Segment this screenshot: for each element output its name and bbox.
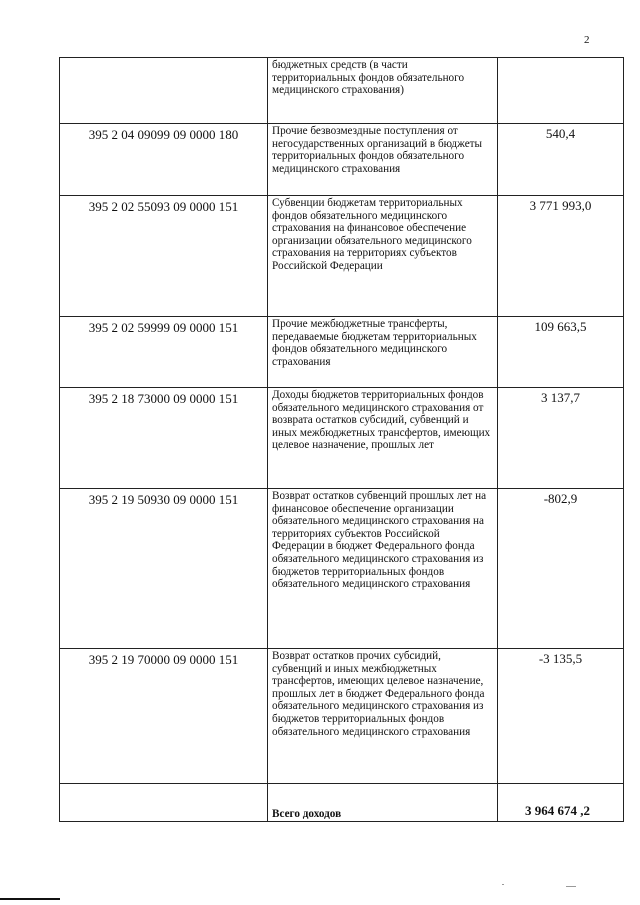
table-row — [60, 388, 624, 489]
revenue-name-cell: Прочие межбюджетные трансферты, передаваемые бюджетам территориальных фондов обязательного медицинского страхования — [268, 317, 498, 388]
amount-cell — [498, 58, 624, 124]
revenue-name-cell: Возврат остатков субвенций прошлых лет на финансовое обеспечение организации обязательного медицинского страхования на территориях субъектов Российской Федерации в бюджет Федерального фонда обязательного медицинского страхования из бюджетов территориальных фондов обязательного медицинского страхования — [268, 489, 498, 649]
scan-speck — [502, 884, 504, 885]
amount-cell: -3 135,5 — [498, 649, 624, 784]
table-row — [60, 317, 624, 388]
revenue-name-cell: Доходы бюджетов территориальных фондов обязательного медицинского страхования от возврата остатков субсидий, субвенций и иных межбюджетных трансфертов, имеющих целевое назначение, прошлых лет — [268, 388, 498, 489]
table-row — [60, 124, 624, 196]
table-row — [60, 58, 624, 124]
amount-cell: 3 771 993,0 — [498, 196, 624, 317]
revenue-name-cell: Субвенции бюджетам территориальных фондов обязательного медицинского страхования на финансовое обеспечение организации обязательного медицинского страхования на территориях субъектов Российской Федерации — [268, 196, 498, 317]
revenue-table — [59, 57, 624, 822]
budget-code-cell: 395 2 19 70000 09 0000 151 — [60, 649, 268, 784]
budget-code-cell: 395 2 18 73000 09 0000 151 — [60, 388, 268, 489]
table-row — [60, 489, 624, 649]
budget-code-cell: 395 2 02 55093 09 0000 151 — [60, 196, 268, 317]
revenue-name-cell: бюджетных средств (в части территориальных фондов обязательного медицинского страхования) — [268, 58, 498, 124]
amount-cell: 3 137,7 — [498, 388, 624, 489]
budget-code-cell: 395 2 02 59999 09 0000 151 — [60, 317, 268, 388]
table-row — [60, 649, 624, 784]
total-value: 3 964 674 ,2 — [498, 784, 624, 822]
revenue-name-cell: Прочие безвозмездные поступления от негосударственных организаций в бюджеты территориальных фондов обязательного медицинского страхования — [268, 124, 498, 196]
budget-code-cell: 395 2 19 50930 09 0000 151 — [60, 489, 268, 649]
budget-code-cell: 395 2 04 09099 09 0000 180 — [60, 124, 268, 196]
budget-code-cell — [60, 58, 268, 124]
revenue-name-cell: Возврат остатков прочих субсидий, субвенций и иных межбюджетных трансфертов, имеющих целевое назначение, прошлых лет в бюджет Федерального фонда обязательного медицинского страхования из бюджетов территориальных фондов обязательного медицинского страхования — [268, 649, 498, 784]
total-label: Всего доходов — [268, 784, 498, 822]
total-row — [60, 784, 624, 822]
amount-cell: -802,9 — [498, 489, 624, 649]
page-number: 2 — [584, 34, 590, 46]
amount-cell: 540,4 — [498, 124, 624, 196]
scan-speck — [566, 886, 576, 887]
scan-edge-line — [0, 898, 60, 900]
amount-cell: 109 663,5 — [498, 317, 624, 388]
table-row — [60, 196, 624, 317]
total-code-cell — [60, 784, 268, 822]
